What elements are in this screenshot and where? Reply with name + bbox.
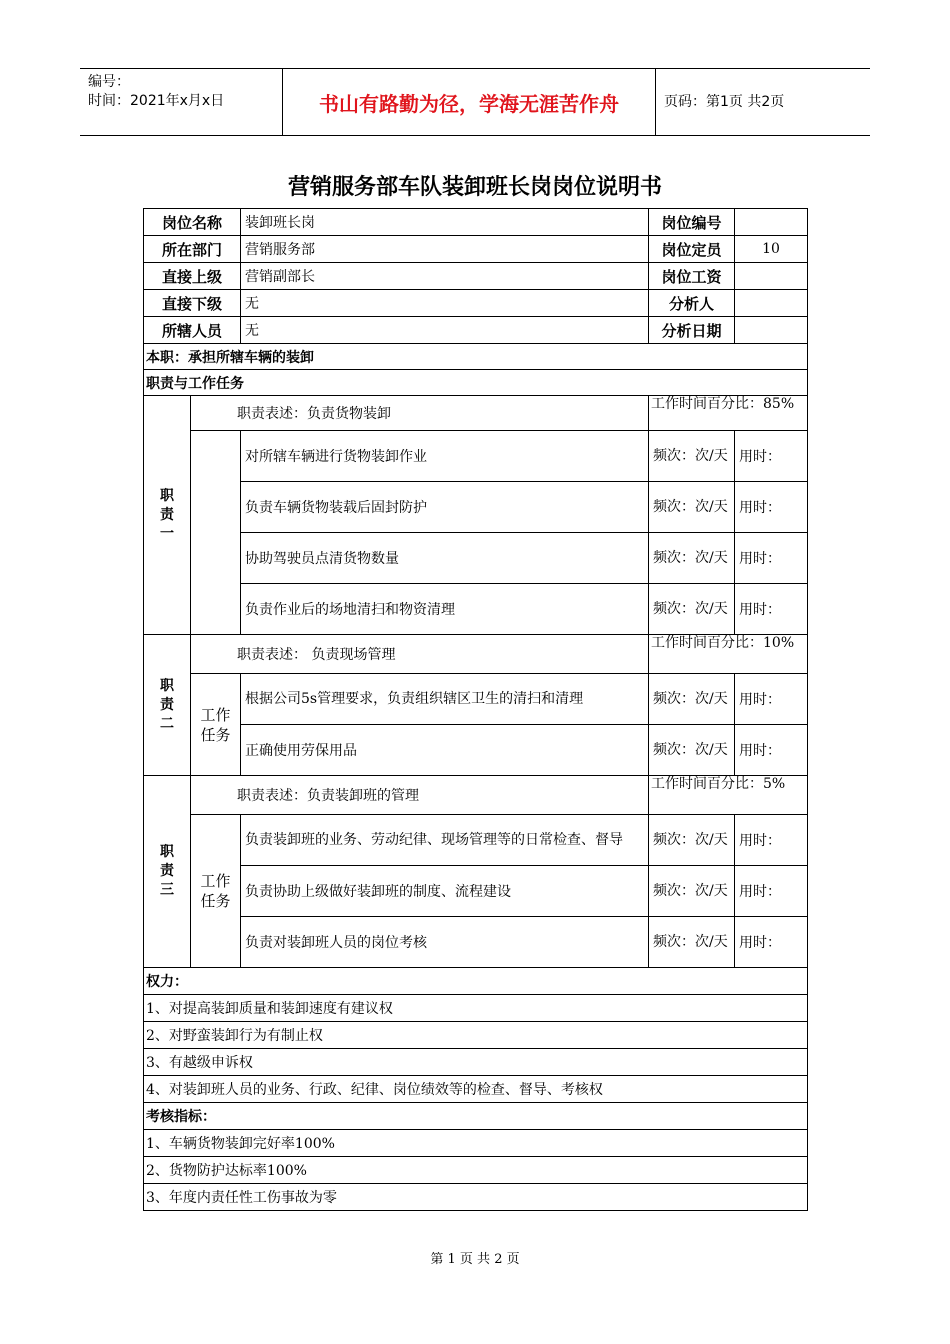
subordinate-label: 直接下级 — [144, 290, 241, 317]
duties-heading: 职责与工作任务 — [144, 370, 808, 396]
duty2-task-2-time: 用时： — [735, 725, 808, 776]
duty1-task-1-freq: 频次：次/天 — [649, 431, 735, 482]
duty2-desc: 职责表述： 负责现场管理 — [191, 635, 527, 674]
duty1-task-3-freq: 频次：次/天 — [649, 533, 735, 584]
duty3-task-3-time: 用时： — [735, 917, 808, 968]
duty3-task-3-freq: 频次：次/天 — [649, 917, 735, 968]
position-name-label: 岗位名称 — [144, 209, 241, 236]
page-header — [80, 68, 870, 136]
time-label: 时间：2021年x月x日 — [88, 93, 225, 109]
superior-value: 营销副部长 — [241, 263, 649, 290]
superior-label: 直接上级 — [144, 263, 241, 290]
duty1-task-3-time: 用时： — [735, 533, 808, 584]
duty1-task-3: 协助驾驶员点清货物数量 — [241, 533, 649, 584]
duty3-desc-spacer — [527, 776, 649, 815]
duty1-task-2-freq: 频次：次/天 — [649, 482, 735, 533]
page-info: 页码：第1页 共2页 — [664, 94, 785, 110]
page-footer: 第 1 页 共 2 页 — [430, 1252, 520, 1267]
duty1-task-4-freq: 频次：次/天 — [649, 584, 735, 635]
kpi-heading: 考核指标： — [144, 1103, 808, 1130]
duty1-task-1: 对所辖车辆进行货物装卸作业 — [241, 431, 649, 482]
analysis-date-value — [735, 317, 808, 344]
subordinate-value: 无 — [241, 290, 649, 317]
duty2-task-1-freq: 频次：次/天 — [649, 674, 735, 725]
duty1-desc: 职责表述：负责货物装卸 — [191, 396, 527, 431]
headcount-value: 10 — [735, 236, 808, 263]
duty3-task-1-time: 用时： — [735, 815, 808, 866]
duty3-task-2: 负责协助上级做好装卸班的制度、流程建设 — [241, 866, 649, 917]
analyst-label: 分析人 — [649, 290, 735, 317]
job-description-table — [143, 208, 808, 1211]
duty2-task-2: 正确使用劳保用品 — [241, 725, 649, 776]
duty1-pct: 工作时间百分比：85% — [649, 396, 808, 431]
main-duty: 本职：承担所辖车辆的装卸 — [144, 344, 808, 370]
duty2-label: 职责二 — [144, 635, 191, 776]
document-title: 营销服务部车队装卸班长岗岗位说明书 — [287, 175, 662, 200]
authority-item: 1、对提高装卸质量和装卸速度有建议权 — [144, 995, 808, 1022]
code-label: 编号： — [88, 74, 130, 90]
duty3-task-1-freq: 频次：次/天 — [649, 815, 735, 866]
analysis-date-label: 分析日期 — [649, 317, 735, 344]
duty1-task-4-time: 用时： — [735, 584, 808, 635]
duty3-task-1: 负责装卸班的业务、劳动纪律、现场管理等的日常检查、督导 — [241, 815, 649, 866]
duty3-pct: 工作时间百分比：5% — [649, 776, 808, 815]
authority-item: 2、对野蛮装卸行为有制止权 — [144, 1022, 808, 1049]
duty1-task-1-time: 用时： — [735, 431, 808, 482]
duty2-pct: 工作时间百分比：10% — [649, 635, 808, 674]
duty2-work-label: 工作任务 — [191, 674, 241, 776]
duty1-task-2: 负责车辆货物装载后固封防护 — [241, 482, 649, 533]
analyst-value — [735, 290, 808, 317]
kpi-item: 1、车辆货物装卸完好率100% — [144, 1130, 808, 1157]
duty2-task-2-freq: 频次：次/天 — [649, 725, 735, 776]
duty1-task-4: 负责作业后的场地清扫和物资清理 — [241, 584, 649, 635]
salary-value — [735, 263, 808, 290]
duty3-desc: 职责表述：负责装卸班的管理 — [191, 776, 527, 815]
duty1-worklabel-cell — [191, 431, 241, 635]
duty2-desc-spacer — [527, 635, 649, 674]
duty2-task-1: 根据公司5s管理要求，负责组织辖区卫生的清扫和清理 — [241, 674, 649, 725]
authority-item: 4、对装卸班人员的业务、行政、纪律、岗位绩效等的检查、督导、考核权 — [144, 1076, 808, 1103]
header-left — [88, 73, 224, 111]
duty1-desc-spacer — [527, 396, 649, 431]
duty3-work-label: 工作任务 — [191, 815, 241, 968]
position-name-value: 装卸班长岗 — [241, 209, 649, 236]
authority-item: 3、有越级申诉权 — [144, 1049, 808, 1076]
duty3-task-2-time: 用时： — [735, 866, 808, 917]
salary-label: 岗位工资 — [649, 263, 735, 290]
kpi-item: 2、货物防护达标率100% — [144, 1157, 808, 1184]
duty1-task-2-time: 用时： — [735, 482, 808, 533]
duty3-task-3: 负责对装卸班人员的岗位考核 — [241, 917, 649, 968]
staff-label: 所辖人员 — [144, 317, 241, 344]
duty2-task-1-time: 用时： — [735, 674, 808, 725]
position-no-value — [735, 209, 808, 236]
duty3-task-2-freq: 频次：次/天 — [649, 866, 735, 917]
motto: 书山有路勤为径，学海无涯苦作舟 — [282, 69, 656, 135]
staff-value: 无 — [241, 317, 649, 344]
duty3-label: 职责三 — [144, 776, 191, 968]
duty1-label: 职责一 — [144, 396, 191, 635]
authority-heading: 权力： — [144, 968, 808, 995]
headcount-label: 岗位定员 — [649, 236, 735, 263]
kpi-item: 3、年度内责任性工伤事故为零 — [144, 1184, 808, 1211]
department-label: 所在部门 — [144, 236, 241, 263]
position-no-label: 岗位编号 — [649, 209, 735, 236]
department-value: 营销服务部 — [241, 236, 649, 263]
